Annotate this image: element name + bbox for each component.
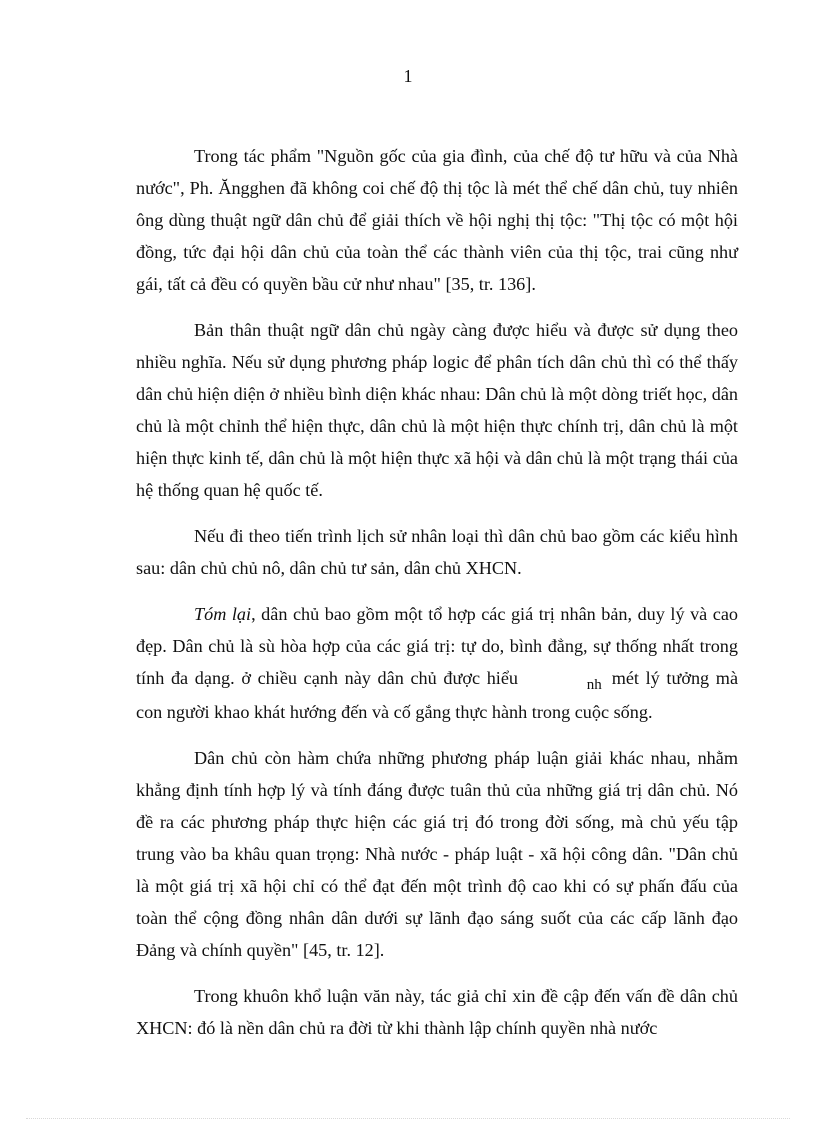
paragraph: Dân chủ còn hàm chứa những phương pháp luận giải khác nhau, nhằm khẳng định tính hợp lý và tính đáng được tuân thủ của những giá trị dân chủ. Nó đề ra các phương pháp thực hiện các giá trị đó trong đời sống, mà chủ yếu tập trung vào ba khâu quan trọng: Nhà nước - pháp luật - xã hội công dân. "Dân chủ là một giá trị xã hội chỉ có thể đạt đến một trình độ cao khi có sự phấn đấu của toàn thể cộng đồng nhân dân dưới sự lãnh đạo sáng suốt của các cấp lãnh đạo Đảng và chính quyền" [45, tr. 12]. xyxy=(136,748,738,960)
paragraph-text: mét lý tưởng mà con người khao khát hướng đến và cố gắng thực hành trong cuộc sống. xyxy=(136,668,739,722)
paragraph: Trong khuôn khổ luận văn này, tác giả chỉ xin đề cập đến vấn đề dân chủ XHCN: đó là nền dân chủ ra đời từ khi thành lập chính quyền nhà nước xyxy=(136,986,738,1038)
italic-lead: Tóm lại xyxy=(194,604,252,624)
paragraph: Trong tác phẩm "Nguồn gốc của gia đình, của chế độ tư hữu và của Nhà nước", Ph. Ăngghen đã không coi chế độ thị tộc là mét thể chế dân chủ, tuy nhiên ông dùng thuật ngữ dân chủ để giải thích về hội nghị thị tộc: "Thị tộc có một hội đồng, tức đại hội dân chủ của toàn thể các thành viên của thị tộc, trai cũng như gái, tất cả đều có quyền bầu cử như nhau" [35, tr. 136]. xyxy=(136,146,738,294)
inline-fragment: nh xyxy=(586,677,602,693)
page-bottom-divider xyxy=(26,1118,790,1119)
paragraph: Bản thân thuật ngữ dân chủ ngày càng được hiểu và được sử dụng theo nhiều nghĩa. Nếu sử dụng phương pháp logic để phân tích dân chủ thì có thể thấy dân chủ hiện diện ở nhiều bình diện khác nhau: Dân chủ là một dòng triết học, dân chủ là một chỉnh thể hiện thực, dân chủ là một hiện thực chính trị, dân chủ là một hiện thực kinh tế, dân chủ là một hiện thực xã hội và dân chủ là một trạng thái của hệ thống quan hệ quốc tế. xyxy=(136,320,738,500)
paragraph: Nếu đi theo tiến trình lịch sử nhân loại thì dân chủ bao gồm các kiểu hình sau: dân chủ chủ nô, dân chủ tư sản, dân chủ XHCN. xyxy=(136,526,738,578)
paragraph-summary xyxy=(136,598,738,728)
page-number: 1 xyxy=(403,66,413,86)
paragraph-text: , dân chủ bao gồm một tổ hợp các giá trị nhân bản, duy lý và cao đẹp. Dân chủ là sù hòa hợp của các giá trị: tự do, bình đẳng, sự thống nhất trong tính đa dạng. ở chiều cạnh này dân chủ được hiểu xyxy=(136,604,739,688)
document-body xyxy=(136,140,738,1044)
